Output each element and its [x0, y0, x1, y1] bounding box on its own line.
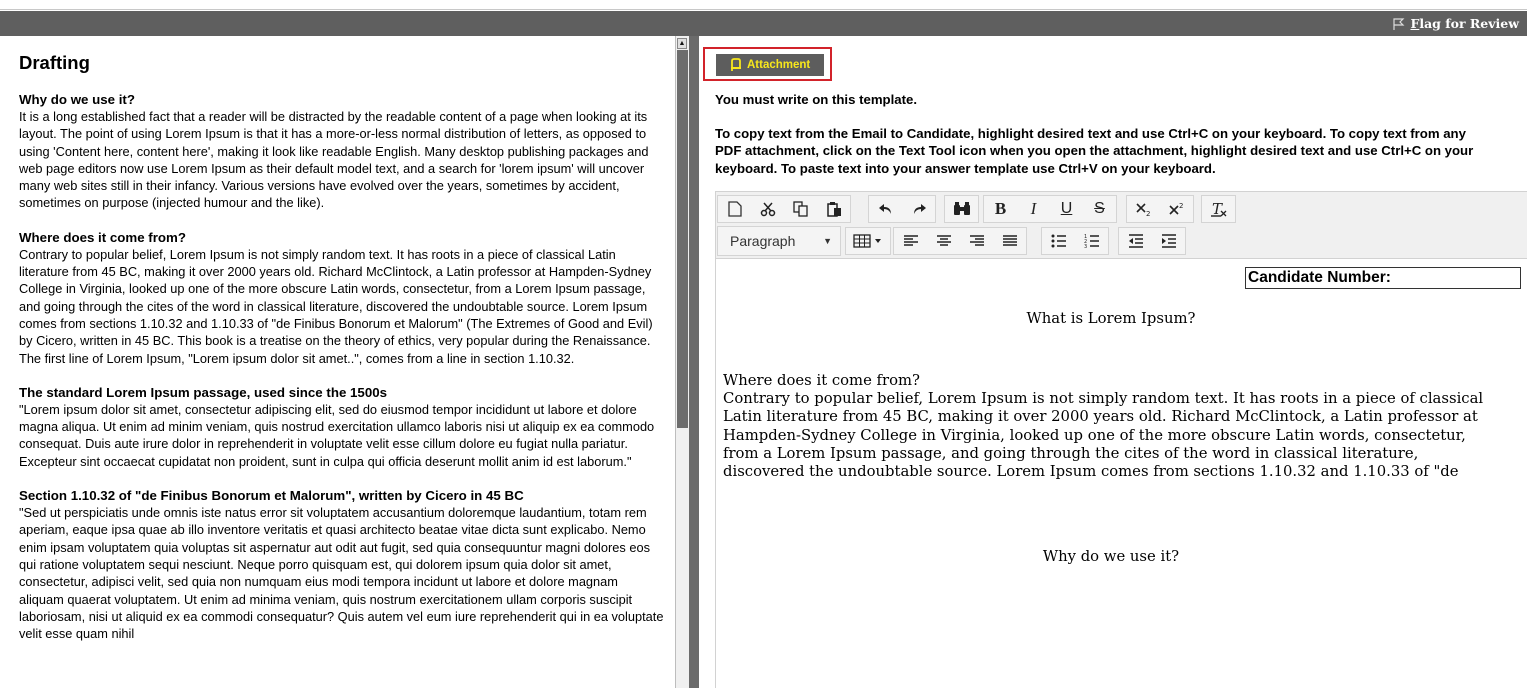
clear-formatting-icon[interactable]	[1202, 196, 1235, 222]
toolbar-group-table	[845, 227, 891, 255]
indent-icon[interactable]	[1152, 228, 1185, 254]
toolbar-group-lists	[1041, 227, 1109, 255]
attachment-label: Attachment	[747, 59, 811, 71]
toolbar-group-clipboard	[717, 195, 851, 223]
doc-body-heading: Where does it come from?	[723, 372, 920, 389]
chevron-down-icon: ▼	[823, 236, 832, 246]
italic-button[interactable]: I	[1030, 199, 1037, 218]
table-icon[interactable]	[846, 228, 890, 254]
paperclip-icon	[730, 58, 742, 72]
pane-splitter[interactable]	[689, 36, 699, 688]
doc-title-why: Why do we use it?	[1042, 548, 1180, 565]
cut-icon[interactable]	[751, 196, 784, 222]
format-select[interactable]	[717, 226, 841, 256]
doc-title-what: What is Lorem Ipsum?	[1026, 310, 1196, 327]
toolbar-group-find	[944, 195, 979, 223]
flag-label: lag for Review	[1419, 16, 1519, 31]
paste-icon[interactable]	[817, 196, 850, 222]
align-center-icon[interactable]	[927, 228, 960, 254]
section-heading: Section 1.10.32 of "de Finibus Bonorum et Malorum", written by Cicero in 45 BC	[19, 488, 524, 504]
numbered-list-icon[interactable]	[1075, 228, 1108, 254]
superscript-icon[interactable]	[1160, 196, 1193, 222]
editor-content-area[interactable]	[716, 260, 1527, 688]
toolbar-group-style	[983, 195, 1117, 223]
flag-accesskey: F	[1410, 16, 1420, 31]
toolbar-group-clear	[1201, 195, 1236, 223]
candidate-number-box[interactable]: Candidate Number:	[1245, 267, 1521, 289]
left-scrollbar[interactable]	[675, 36, 689, 688]
top-border	[0, 0, 1527, 10]
strikethrough-button[interactable]: S	[1094, 200, 1105, 217]
editor-toolbar	[716, 192, 1527, 259]
section-where	[19, 229, 665, 367]
svg-text:2: 2	[1083, 239, 1087, 245]
toolbar-group-align	[893, 227, 1027, 255]
section-standard	[19, 384, 665, 470]
subscript-icon[interactable]	[1127, 196, 1160, 222]
redo-icon[interactable]	[902, 196, 935, 222]
instruction-template: You must write on this template.	[715, 92, 917, 107]
svg-text:1: 1	[1083, 234, 1087, 240]
doc-body	[723, 372, 1503, 481]
flag-icon	[1392, 17, 1406, 31]
align-right-icon[interactable]	[960, 228, 993, 254]
new-document-icon[interactable]	[718, 196, 751, 222]
svg-text:3: 3	[1083, 244, 1087, 248]
copy-icon[interactable]	[784, 196, 817, 222]
svg-text:2: 2	[1178, 202, 1183, 210]
doc-body-text: Contrary to popular belief, Lorem Ipsum is not simply random text. It has roots in a piece of classical Latin literature from 45 BC, making it over 2000 years old. Richard McClintock, a Latin professor at Hampden-Sydney College in Virginia, looked up one of the more obscure Latin words, consectetur, from a Lorem Ipsum passage, and going through the cites of the word in classical literature, discovered the undoubtable source. Lorem Ipsum comes from sections 1.10.32 and 1.10.33 of "de	[723, 390, 1484, 481]
instruction-copy-paste: To copy text from the Email to Candidate, highlight desired text and use Ctrl+C on your keyboard. To copy text from any PDF attachment, click on the Text Tool icon when you open the attachment, highlight desired text and use Ctrl+C on your keyboard. To paste text into your answer template use Ctrl+V on your keyboard.	[715, 126, 1474, 176]
section-why	[19, 91, 665, 212]
top-bar	[0, 11, 1527, 36]
toolbar-group-script	[1126, 195, 1194, 223]
svg-text:2: 2	[1145, 210, 1150, 217]
format-select-value: Paragraph	[730, 233, 796, 249]
attachment-button[interactable]	[716, 54, 824, 76]
section-heading: Why do we use it?	[19, 92, 135, 107]
underline-button[interactable]: U	[1060, 200, 1073, 217]
bullet-list-icon[interactable]	[1042, 228, 1075, 254]
section-1-10-32	[19, 487, 665, 642]
scrollbar-thumb[interactable]	[677, 50, 688, 428]
undo-icon[interactable]	[869, 196, 902, 222]
section-body: "Sed ut perspiciatis unde omnis iste natus error sit voluptatem accusantium doloremque laudantium, totam rem aperiam, eaque ipsa quae ab illo inventore veritatis et quasi architecto beatae vitae dicta sunt explicabo. Nemo enim ipsam voluptatem quia voluptas sit aspernatur aut odit aut fugit, sed quia consequuntur magni dolores eos qui ratione voluptatem sequi nesciunt. Neque porro quisquam est, qui dolorem ipsum quia dolor sit amet, consectetur, adipisci velit, sed quia non numquam eius modi tempora incidunt ut labore et dolore magnam aliquam quaerat voluptatem. Ut enim ad minima veniam, quis nostrum exercitationem ullam corporis suscipit laboriosam, nisi ut aliquid ex ea commodi consequatur? Quis autem vel eum iure reprehenderit qui in ea voluptate velit esse quam nihil	[19, 505, 664, 642]
section-body: It is a long established fact that a reader will be distracted by the readable content of a page when looking at its layout. The point of using Lorem Ipsum is that it has a more-or-less normal distribution of letters, as opposed to using 'Content here, content here', making it look like readable English. Many desktop publishing packages and web page editors now use Lorem Ipsum as their default model text, and a search for 'lorem ipsum' will uncover many web sites still in their infancy. Various versions have evolved over the years, sometimes by accident, sometimes on purpose (injected humour and the like).	[19, 109, 649, 211]
answer-pane	[699, 36, 1527, 688]
bold-button[interactable]: B	[994, 199, 1007, 218]
flag-for-review-button[interactable]	[1392, 15, 1519, 32]
svg-text:T: T	[1211, 200, 1222, 218]
align-left-icon[interactable]	[894, 228, 927, 254]
section-body: "Lorem ipsum dolor sit amet, consectetur adipiscing elit, sed do eiusmod tempor incididunt ut labore et dolore magna aliqua. Ut enim ad minim veniam, quis nostrud exercitation ullamco laboris nisi ut aliquip ex ea commodo consequat. Duis aute irure dolor in reprehenderit in voluptate velit esse cillum dolore eu fugiat nulla pariatur. Excepteur sint occaecat cupidatat non proident, sunt in culpa qui officia deserunt mollit anim id est laborum."	[19, 401, 655, 469]
scenario-pane	[0, 36, 675, 688]
toolbar-group-history	[868, 195, 936, 223]
toolbar-group-indent	[1118, 227, 1186, 255]
section-heading: The standard Lorem Ipsum passage, used since the 1500s	[19, 384, 388, 400]
scroll-up-icon[interactable]: ▲	[678, 40, 686, 47]
answer-editor	[715, 191, 1527, 688]
attachment-highlight	[703, 47, 832, 81]
section-body: Contrary to popular belief, Lorem Ipsum is not simply random text. It has roots in a piece of classical Latin literature from 45 BC, making it over 2000 years old. Richard McClintock, a Latin professor at Hampden-Sydney College in Virginia, looked up one of the more obscure Latin words, consectetur, from a Lorem Ipsum passage, and going through the cites of the word in classical literature, discovered the undoubtable source. Lorem Ipsum comes from sections 1.10.32 and 1.10.33 of "de Finibus Bonorum et Malorum" (The Extremes of Good and Evil) by Cicero, written in 45 BC. This book is a treatise on the theory of ethics, very popular during the Renaissance. The first line of Lorem Ipsum, "Lorem ipsum dolor sit amet..", comes from a line in section 1.10.32.	[19, 246, 653, 366]
align-justify-icon[interactable]	[993, 228, 1026, 254]
section-heading: Where does it come from?	[19, 229, 186, 245]
find-replace-icon[interactable]	[945, 196, 978, 222]
outdent-icon[interactable]	[1119, 228, 1152, 254]
page-title: Drafting	[19, 52, 90, 73]
